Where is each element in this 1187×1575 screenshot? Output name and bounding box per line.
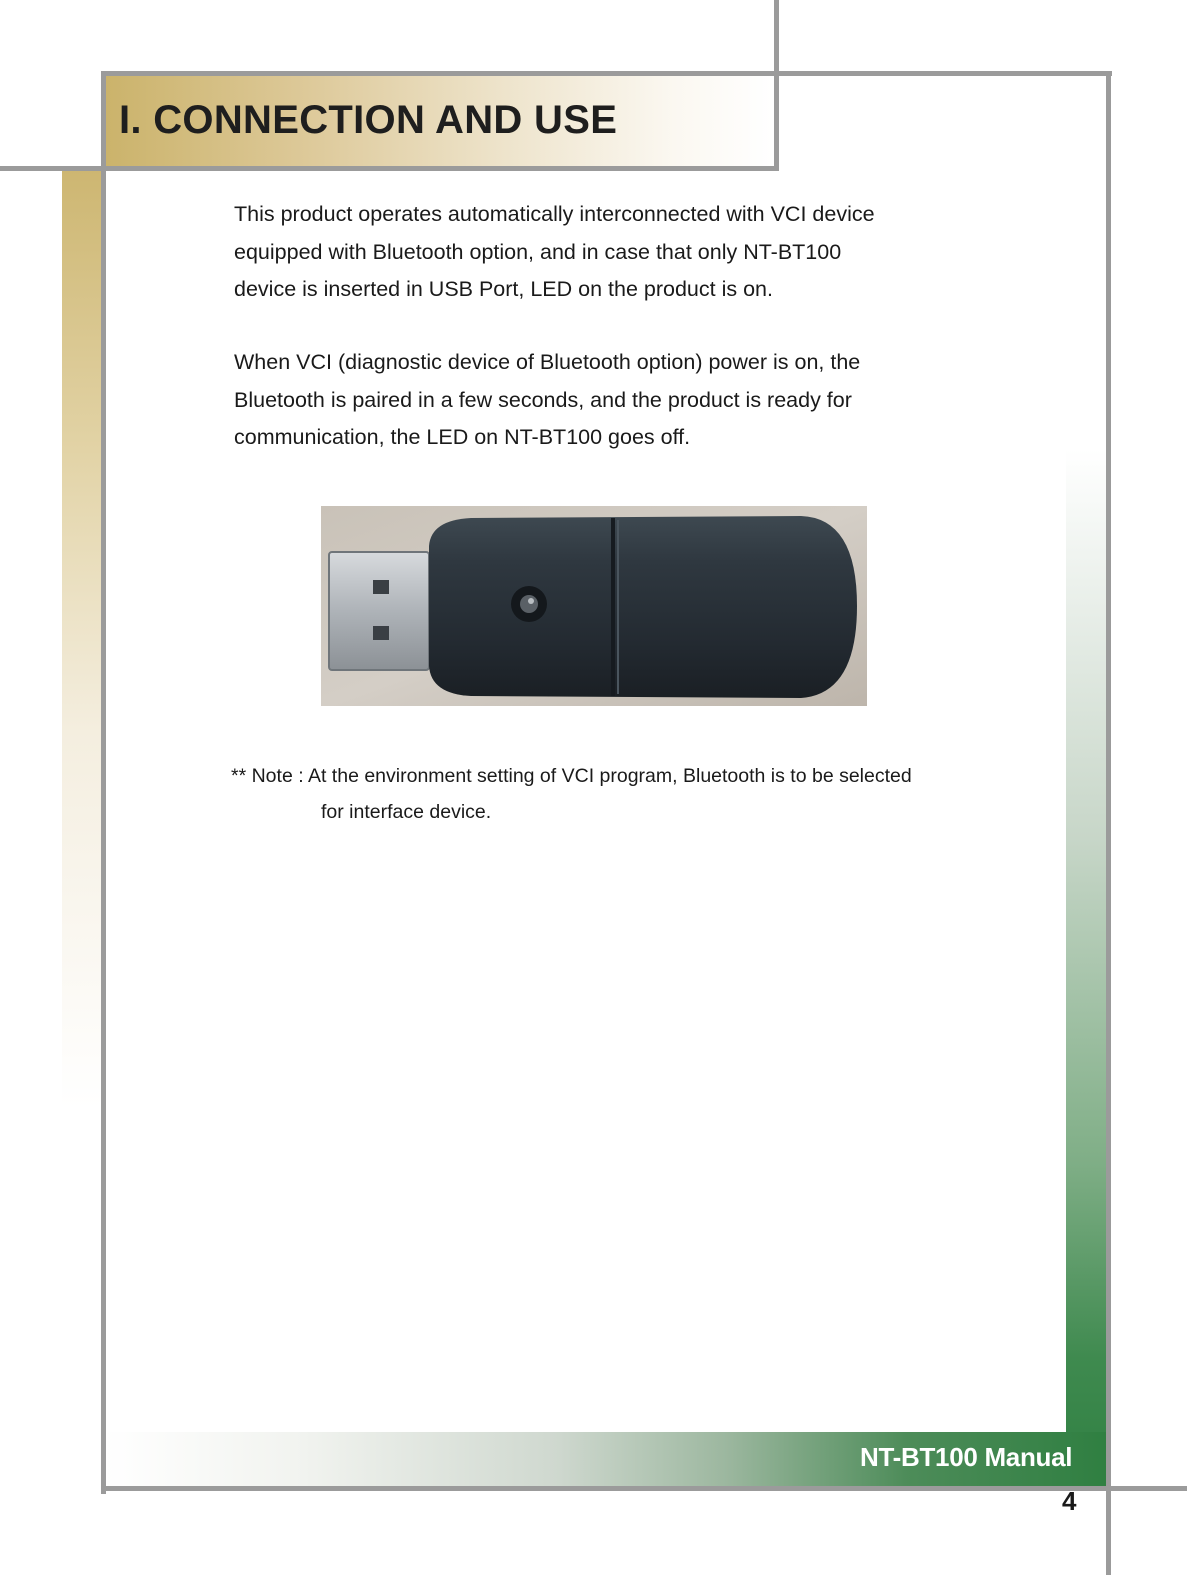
led-lens [520,595,538,613]
page-number: 4 [1062,1486,1077,1516]
paragraph-line: equipped with Bluetooth option, and in case that only NT-BT100 [234,239,842,264]
usb-dongle-photo [321,506,867,706]
note-line: for interface device. [321,801,492,823]
section-title: I. CONNECTION AND USE [119,98,618,142]
usb-slot [373,626,389,640]
dongle-body [429,516,857,698]
right-green-band [1066,190,1108,1488]
paragraph-line: Bluetooth is paired in a few seconds, and the product is ready for [234,387,852,412]
header-bottom-line [0,166,779,171]
usb-plug [329,552,429,670]
frame-bottom-line [101,1486,1187,1491]
paragraph-line: When VCI (diagnostic device of Bluetooth option) power is on, the [234,350,861,374]
header-vertical-line [774,0,779,170]
paragraph-line: This product operates automatically interconnected with VCI device [234,202,875,226]
left-gold-band [62,168,104,1108]
frame-right-line [1106,71,1111,1575]
note-line: ** Note : At the environment setting of VCI program, Bluetooth is to be selected [231,765,912,787]
pairing-paragraph [234,344,1034,457]
led-glint [528,598,534,604]
footer-brand: NT-BT100 Manual [860,1442,1073,1472]
note [231,758,1071,830]
paragraph-line: communication, the LED on NT-BT100 goes off. [234,425,691,449]
usb-slot [373,580,389,594]
paragraph-line: device is inserted in USB Port, LED on the product is on. [234,277,773,301]
frame-left-line [101,71,106,1494]
intro-paragraph [234,196,1034,309]
frame-top-line [101,71,1112,76]
